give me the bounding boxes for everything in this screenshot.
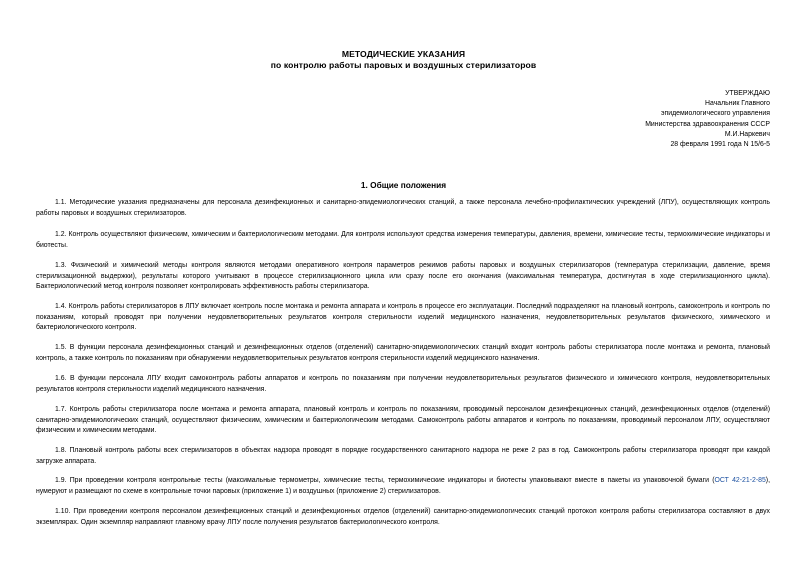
paragraph-1-2: 1.2. Контроль осуществляют физическим, химическим и бактериологическим методами. Для контроля используют средства измерения температуры, давления, времени, химические тесты, термохимические индикаторы и биотесты. (36, 231, 770, 249)
paragraph-1-10: 1.10. При проведении контроля персоналом дезинфекционных станций и дезинфекционных отделов (отделений) санитарно-эпидемиологических станций протокол контроля работы стерилизатора составляют в двух экземплярах. Один экземпляр направляют главному врачу ЛПУ после получения результатов бактериологического контроля. (36, 508, 770, 526)
paragraph-1-9-text-start: 1.9. При проведении контроля контрольные тесты (максимальные термометры, химические тесты, термохимические индикаторы и биотесты упаковывают вместе в пакеты из упаковочной бумаги ( (55, 477, 715, 484)
paragraph-1-7: 1.7. Контроль работы стерилизатора после монтажа и ремонта аппарата, плановый контроль и контроль по показаниям, проводимый персоналом дезинфекционных станций, дезинфекционных отделов (отделений) санитарно-эпидемиологических станций, осуществляют физическим, химическим и бактериологическим методами. Самоконтроль работы аппаратов и контроль по показаниям, проводимый персоналом ЛПУ, осуществляют физическим и химическим методами. (36, 406, 770, 435)
approval-line: Начальник Главного (705, 100, 770, 108)
paragraph-1-6: 1.6. В функции персонала ЛПУ входит самоконтроль работы аппаратов и контроль по показаниям при получении неудовлетворительных результатов физического и химического контроля, неудовлетворительных результатов контроля стерильности изделий медицинского назначения. (36, 375, 770, 393)
approval-line: М.И.Наркевич (724, 130, 770, 138)
approval-date: 28 февраля 1991 года N 15/6-5 (670, 141, 770, 149)
ost-link[interactable]: ОСТ 42-21-2-85 (714, 477, 766, 484)
paragraph-1-8: 1.8. Плановый контроль работы всех стерилизаторов в объектах надзора проводят в порядке государственного санитарного надзора не реже 2 раз в год. Самоконтроль работы стерилизатора проводят при каждой загрузке аппарата. (36, 447, 770, 465)
paragraph-1-4: 1.4. Контроль работы стерилизаторов в ЛПУ включает контроль после монтажа и ремонта аппарата и контроль в процессе его эксплуатации. Последний подразделяют на плановый контроль, самоконтроль и контроль по показаниям, который проводят при получении неудовлетворительных результатов контроля стерильности изделий медицинского назначения, неудовлетворительных результатов физического, химического и бактериологического контроля. (36, 303, 770, 332)
paragraph-1-9-text-end: ), нумеруют и размещают по схеме в контрольные точки паровых (приложение 1) и воздушных (приложение 2) стерилизаторов. (36, 477, 770, 495)
approval-line: УТВЕРЖДАЮ (725, 90, 770, 97)
approval-block (645, 89, 770, 150)
paragraph-1-5: 1.5. В функции персонала дезинфекционных станций и дезинфекционных отделов (отделений) санитарно-эпидемиологических станций входит контроль работы стерилизатора после монтажа и ремонта, плановый контроль, а также контроль по показаниям при обнаружении неудовлетворительных результатов контроля стерильности изделий медицинского назначения. (36, 344, 770, 362)
paragraph-1-1: 1.1. Методические указания предназначены для персонала дезинфекционных и санитарно-эпидемиологических станций, а также персонала лечебно-профилактических учреждений (ЛПУ), осуществляющих контроль работы паровых и воздушных стерилизаторов. (36, 199, 770, 217)
document-subtitle: по контролю работы паровых и воздушных стерилизаторов (270, 60, 537, 70)
approval-line: эпидемиологического управления (661, 110, 770, 118)
paragraph-1-3: 1.3. Физический и химический методы контроля являются методами оперативного контроля параметров режимов работы паровых и воздушных стерилизаторов (температура стерилизации, давление, время стерилизационной выдержки), результаты которого учитывают в процессе стерилизационного цикла или сразу после его окончания (максимальная температура, достигнутая в ходе стерилизационного цикла). Бактериологический метод контроля позволяет контролировать эффективность работы стерилизатора. (36, 262, 770, 291)
section-heading: 1. Общие положения (360, 180, 447, 190)
approval-line: Министерства здравоохранения СССР (645, 120, 770, 128)
paragraph-1-9 (36, 476, 770, 497)
document-title: МЕТОДИЧЕСКИЕ УКАЗАНИЯ (341, 49, 466, 59)
